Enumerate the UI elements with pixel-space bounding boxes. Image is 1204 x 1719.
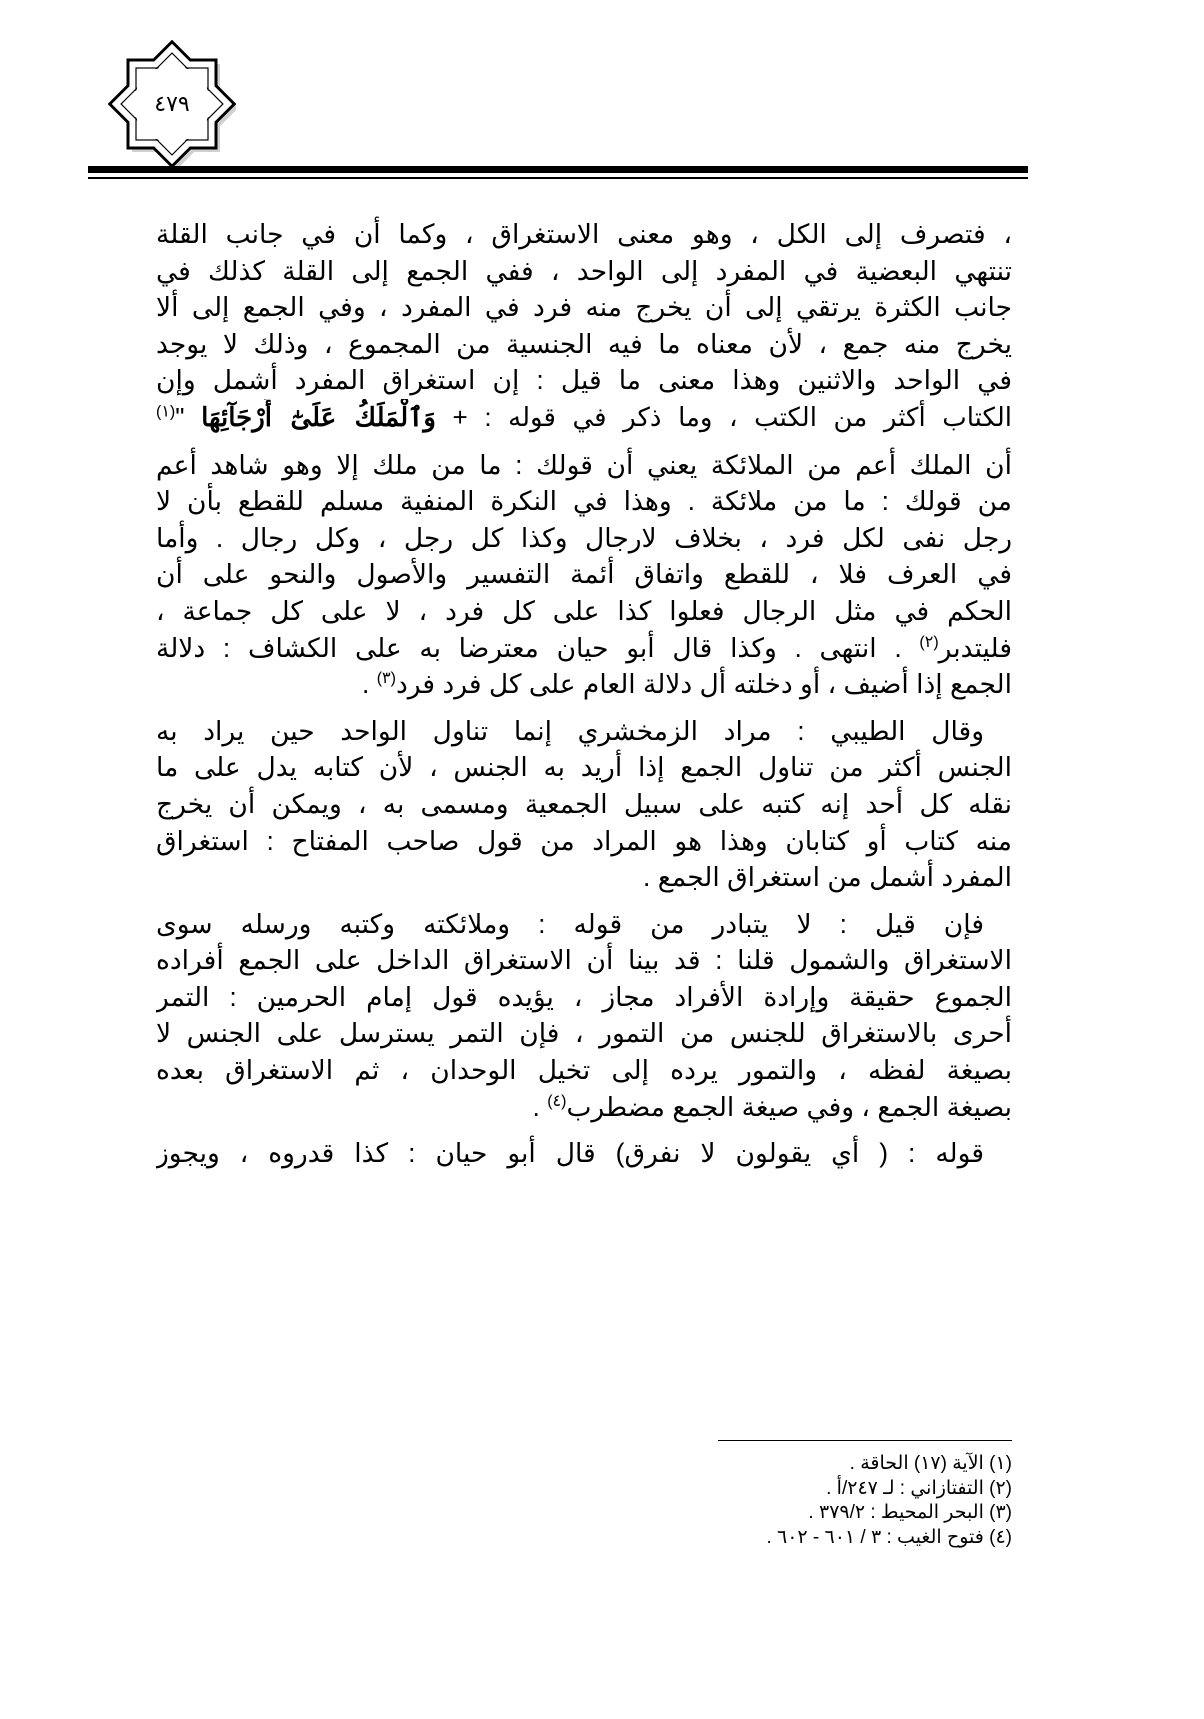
text-line: المفرد أشمل من استغراق الجمع . xyxy=(643,862,1012,893)
page-number-badge xyxy=(108,40,236,168)
header-rule-thick xyxy=(88,166,1028,173)
footnote-3: (٣) البحر المحيط : ٣٧٩/٢ . xyxy=(808,1502,1012,1523)
text-line xyxy=(156,1089,1012,1126)
main-text xyxy=(156,216,1012,1182)
text-line: من قولك : ما من ملائكة . وهذا في النكرة المنفية مسلم للقطع بأن لا xyxy=(156,486,1012,517)
text-line: الجنس أكثر من تناول الجمع إذا أريد به الجنس ، لأن كتابه يدل على ما xyxy=(156,752,1012,783)
paragraph-4 xyxy=(156,906,1012,1126)
footnote-ref-4: (٤) xyxy=(547,1092,567,1110)
footnote-ref-3: (٣) xyxy=(376,670,396,688)
text-line: الاستغراق والشمول قلنا : قد بينا أن الاستغراق الداخل على الجمع أفراده xyxy=(156,945,1012,976)
page-number: ٤٧٩ xyxy=(154,91,190,117)
text-segment: . انتهى . وكذا قال أبو حيان معترضا به على الكشاف : دلالة xyxy=(156,632,920,663)
paragraph-3 xyxy=(156,713,1012,896)
text-segment: . xyxy=(532,1091,548,1122)
text-line: أحرى بالاستغراق للجنس من التمور ، فإن التمر يسترسل على الجنس لا xyxy=(156,1018,1012,1049)
footnote-separator xyxy=(718,1440,1012,1441)
text-line: أن الملك أعم من الملائكة يعني أن قولك : ما من ملك إلا وهو شاهد أعم xyxy=(156,449,1012,480)
footnote-ref-2: (٢) xyxy=(919,633,939,651)
text-segment: . xyxy=(361,669,377,700)
paragraph-5 xyxy=(156,1135,1012,1172)
footnote-ref-1: (١) xyxy=(156,403,176,421)
footnote-2: (٢) التفتازاني : لـ ٢٤٧/أ . xyxy=(826,1477,1012,1499)
text-line xyxy=(156,630,1012,667)
quran-line-after: " xyxy=(175,401,202,432)
text-segment: فليتدبر xyxy=(938,632,1012,663)
quran-verse: وَٱلْمَلَكُ عَلَىٰٓ أَرْجَآئِهَا xyxy=(201,402,436,433)
paragraph-1 xyxy=(156,216,1012,437)
text-line: في الواحد والاثنين وهذا معنى ما قيل : إن استغراق المفرد أشمل وإن xyxy=(156,365,1012,396)
text-line: قوله : ( أي يقولون لا نفرق) قال أبو حيان : كذا قدروه ، ويجوز xyxy=(156,1138,984,1169)
text-line: فإن قيل : لا يتبادر من قوله : وملائكته وكتبه ورسله سوى xyxy=(156,908,984,939)
text-segment: الجمع إذا أضيف ، أو دخلته أل دلالة العام على كل فرد فرد xyxy=(395,669,1012,700)
text-line: بصيغة لفظه ، والتمور يرده إلى تخيل الوحدان ، ثم الاستغراق بعده xyxy=(156,1055,1012,1086)
text-line: تنتهي البعضية في المفرد إلى الواحد ، ففي الجمع إلى القلة كذلك في xyxy=(156,255,1012,286)
text-line: ، فتصرف إلى الكل ، وهو معنى الاستغراق ، وكما أن في جانب القلة xyxy=(156,219,1012,249)
footnote-4: (٤) فتوح الغيب : ٣ / ٦٠١ - ٦٠٢ . xyxy=(766,1526,1012,1548)
text-segment: بصيغة الجمع ، وفي صيغة الجمع مضطرب xyxy=(566,1091,1012,1122)
footnotes xyxy=(560,1452,1012,1550)
text-line: جانب الكثرة يرتقي إلى أن يخرج منه فرد في المفرد ، وفي الجمع إلى ألا xyxy=(156,292,1012,323)
text-line: يخرج منه جمع ، لأن معناه ما فيه الجنسية من المجموع ، وذلك لا يوجد xyxy=(156,328,1012,359)
text-line: وقال الطيبي : مراد الزمخشري إنما تناول الواحد حين يراد به xyxy=(156,715,984,746)
paragraph-2 xyxy=(156,447,1012,703)
text-line: منه كتاب أو كتابان وهذا هو المراد من قول صاحب المفتاح : استغراق xyxy=(156,825,1012,856)
text-line xyxy=(156,666,1012,703)
header-rule-thin xyxy=(88,177,1028,179)
text-line: نقله كل أحد إنه كتبه على سبيل الجمعية ومسمى به ، ويمكن أن يخرج xyxy=(156,788,1012,819)
quran-line-text: الكتاب أكثر من الكتب ، وما ذكر في قوله : + xyxy=(435,401,1012,432)
quran-line xyxy=(156,399,1012,437)
text-line: في العرف فلا ، للقطع واتفاق أئمة التفسير والأصول والنحو على أن xyxy=(156,559,1012,590)
text-line: رجل نفى لكل فرد ، بخلاف لارجال وكذا كل رجل ، وكل رجال . وأما xyxy=(156,522,1012,553)
text-line: الحكم في مثل الرجال فعلوا كذا على كل فرد ، لا على كل جماعة ، xyxy=(156,595,1012,626)
footnote-1: (١) الآية (١٧) الحاقة . xyxy=(849,1453,1012,1474)
text-line: الجموع حقيقة وإرادة الأفراد مجاز ، يؤيده قول إمام الحرمين : التمر xyxy=(156,981,1012,1012)
